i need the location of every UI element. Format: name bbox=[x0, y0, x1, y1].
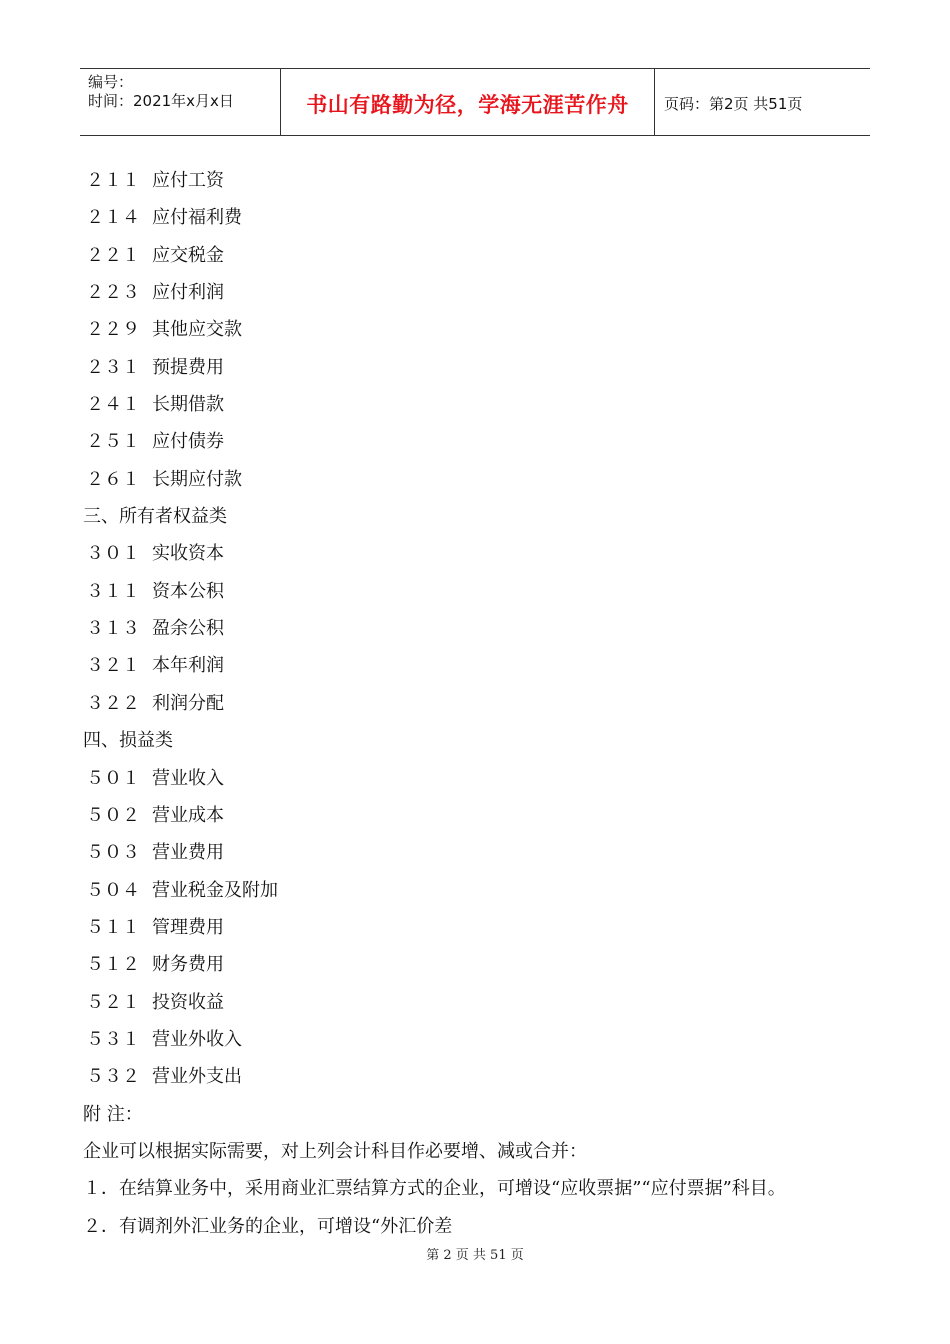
account-name: 营业外支出 bbox=[152, 1066, 242, 1088]
account-code: ５０４ bbox=[86, 879, 140, 901]
account-entry bbox=[83, 1021, 883, 1058]
account-code: ５０３ bbox=[86, 842, 140, 864]
account-entry bbox=[83, 461, 883, 498]
account-code: ３１１ bbox=[86, 580, 140, 602]
account-code: ３０１ bbox=[86, 543, 140, 565]
account-name: 营业收入 bbox=[152, 767, 224, 789]
account-entry bbox=[83, 834, 883, 871]
account-name: 应交税金 bbox=[152, 244, 224, 266]
account-name: 营业费用 bbox=[152, 842, 224, 864]
account-entry bbox=[83, 946, 883, 983]
section-line: ２．有调剂外汇业务的企业，可增设“外汇价差 bbox=[83, 1215, 453, 1237]
page-footer: 第 2 页 共 51 页 bbox=[426, 1248, 524, 1263]
account-name: 营业外收入 bbox=[152, 1028, 242, 1050]
account-name: 应付福利费 bbox=[152, 207, 242, 229]
account-code: ２２９ bbox=[86, 319, 140, 341]
account-code: ５１２ bbox=[86, 954, 140, 976]
section-line: 三、所有者权益类 bbox=[83, 506, 227, 528]
document-body bbox=[83, 162, 883, 1245]
header-page-cell bbox=[655, 69, 870, 135]
account-code: ５３１ bbox=[86, 1028, 140, 1050]
account-entry bbox=[83, 1058, 883, 1095]
account-code: ５０２ bbox=[86, 804, 140, 826]
account-code: ５３２ bbox=[86, 1066, 140, 1088]
account-name: 投资收益 bbox=[152, 991, 224, 1013]
account-code: ２２３ bbox=[86, 282, 140, 304]
account-name: 管理费用 bbox=[152, 916, 224, 938]
account-entry bbox=[83, 349, 883, 386]
time-label: 时间：2021年x月x日 bbox=[88, 92, 234, 110]
account-entry bbox=[83, 423, 883, 460]
account-entry bbox=[83, 386, 883, 423]
account-entry bbox=[83, 311, 883, 348]
account-name: 资本公积 bbox=[152, 580, 224, 602]
account-entry bbox=[83, 797, 883, 834]
account-name: 利润分配 bbox=[152, 692, 224, 714]
account-name: 其他应交款 bbox=[152, 319, 242, 341]
page-header bbox=[80, 68, 870, 136]
account-name: 实收资本 bbox=[152, 543, 224, 565]
account-code: ２３１ bbox=[86, 356, 140, 378]
account-code: ３２２ bbox=[86, 692, 140, 714]
account-name: 财务费用 bbox=[152, 954, 224, 976]
account-name: 长期应付款 bbox=[152, 468, 242, 490]
account-entry bbox=[83, 573, 883, 610]
account-entry bbox=[83, 984, 883, 1021]
account-code: ２５１ bbox=[86, 431, 140, 453]
account-entry bbox=[83, 237, 883, 274]
account-code: ３１３ bbox=[86, 618, 140, 640]
account-entry bbox=[83, 199, 883, 236]
account-entry bbox=[83, 162, 883, 199]
account-name: 营业税金及附加 bbox=[152, 879, 278, 901]
account-entry bbox=[83, 610, 883, 647]
account-entry bbox=[83, 872, 883, 909]
account-name: 本年利润 bbox=[152, 655, 224, 677]
account-code: ２４１ bbox=[86, 394, 140, 416]
account-code: ３２１ bbox=[86, 655, 140, 677]
account-code: ２１１ bbox=[86, 170, 140, 191]
number-label: 编号： bbox=[88, 73, 134, 91]
motto-text: 书山有路勤为径，学海无涯苦作舟 bbox=[306, 93, 629, 117]
account-code: ５２１ bbox=[86, 991, 140, 1013]
account-name: 营业成本 bbox=[152, 804, 224, 826]
section-line: 四、损益类 bbox=[83, 730, 173, 752]
section-line: １．在结算业务中，采用商业汇票结算方式的企业，可增设“应收票据”“应付票据”科目。 bbox=[83, 1178, 786, 1200]
account-code: ２６１ bbox=[86, 468, 140, 490]
account-name: 应付利润 bbox=[152, 282, 224, 304]
account-entry bbox=[83, 685, 883, 722]
account-code: ２１４ bbox=[86, 207, 140, 229]
account-name: 应付工资 bbox=[152, 170, 224, 191]
section-line: 企业可以根据实际需要，对上列会计科目作必要增、减或合并： bbox=[83, 1140, 587, 1162]
account-entry bbox=[83, 535, 883, 572]
account-name: 预提费用 bbox=[152, 356, 224, 378]
account-code: ２２１ bbox=[86, 244, 140, 266]
header-meta-cell bbox=[80, 69, 281, 135]
account-code: ５０１ bbox=[86, 767, 140, 789]
page-info: 页码：第2页 共51页 bbox=[664, 94, 803, 113]
account-entry bbox=[83, 760, 883, 797]
header-motto-cell bbox=[281, 69, 655, 135]
account-entry bbox=[83, 647, 883, 684]
section-line: 附 注： bbox=[83, 1103, 143, 1125]
account-entry bbox=[83, 909, 883, 946]
account-name: 长期借款 bbox=[152, 394, 224, 416]
account-name: 应付债券 bbox=[152, 431, 224, 453]
account-entry bbox=[83, 274, 883, 311]
account-code: ５１１ bbox=[86, 916, 140, 938]
account-name: 盈余公积 bbox=[152, 618, 224, 640]
